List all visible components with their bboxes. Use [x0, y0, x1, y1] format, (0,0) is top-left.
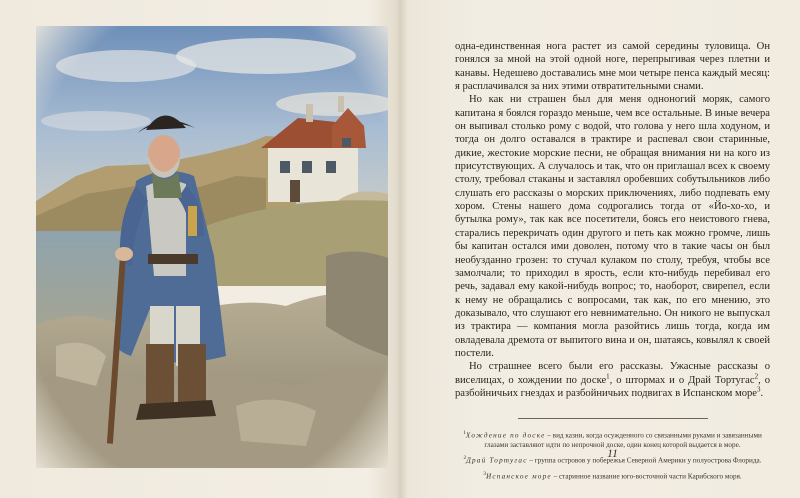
- paragraph-3-part-3: , о разбойничьих гнездах и разбойничьих подвигах в Испанском море: [455, 374, 770, 399]
- footnote-ref-2[interactable]: 2: [754, 372, 759, 381]
- footnote-text: – старинное название юго-восточной части Карибского моря.: [551, 472, 742, 481]
- paragraph-3-part-2: , о штормах и о Драй Тортугас: [609, 374, 755, 386]
- footnote-term: Хождение по доске: [465, 431, 546, 440]
- footnote-text: – группа островов у побережья Северной Америки у полуострова Флорида.: [527, 456, 762, 465]
- illustration: [36, 26, 388, 468]
- footnote-mark: 3: [483, 471, 487, 478]
- paragraph-2: Но как ни страшен был для меня одноногий моряк, самого капитана я боялся гораздо меньше, чем все остальные. В иные вечера он выпивал столько рому с водой, что голова у него шла ходуном, и тогда он долго оставался в трактире и распевал свои старинные, дикие, жестокие морские песни, не обращая внимания ни на кого из присутствующих. А случалось и так, что он приглашал всех к своему столу, требовал стаканы и заставлял оробевших собутыльников либо слушать его рассказы о морских приключениях, либо подпевать ему хором. Стены нашего дома содрогались тогда от «Йо-хо-хо, и бутылка рому», так как все посетители, боясь его неистового гнева, старались перекричать один другого и петь как можно громче, лишь бы капитан остался ими доволен, потому что в такие часы он был необузданно грозен: то стучал кулаком по столу, требуя, чтобы все замолчали; то приходил в ярость, если кто-нибудь перебивал его речь, задавал ему какой-нибудь вопрос; то, наоборот, свирепел, если к нему не обращались с вопросами, так как, по его мнению, это доказывало, что слушают его невнимательно. Он никого не выпускал из трактира — компания могла разойтись лишь тогда, когда им овладевала дремота от выпитого вина и он, шатаясь, ковылял к своей постели.: [455, 94, 770, 359]
- footnote-term: Драй Тортугас: [466, 456, 528, 465]
- footnote-divider: [518, 418, 708, 419]
- paragraph-3: [455, 360, 770, 400]
- paragraph-3-part-1: Но страшнее всего были его рассказы. Ужасные рассказы о виселицах, о хождении по доске: [455, 361, 770, 386]
- footnote-mark: 2: [463, 455, 467, 462]
- footnote-ref-1[interactable]: 1: [606, 372, 610, 381]
- footnote-term: Испанское море: [486, 472, 552, 481]
- text-page: [455, 40, 770, 486]
- pirate-captain-painting-icon: [36, 26, 388, 468]
- paragraph-3-end: .: [760, 387, 764, 399]
- page-number: 11: [607, 448, 618, 460]
- footnote-ref-3[interactable]: 3: [757, 385, 761, 394]
- footnote-3: [463, 470, 762, 482]
- footnote-mark: 1: [463, 430, 466, 437]
- paragraph-1: одна-единственная нога растет из самой середины туловища. Он гонялся за мной на этой одной ноге, перепрыгивая через плетни и канавы. Недешево доставались мне мои четыре пенса каждый месяц: я расплачивался за них этими отвратительными снами.: [455, 41, 770, 93]
- footnote-text: – вид казни, когда осужденного со связанными руками и завязанными глазами заставляют идти по непрочной доске, один конец которой выдается в море.: [484, 431, 762, 450]
